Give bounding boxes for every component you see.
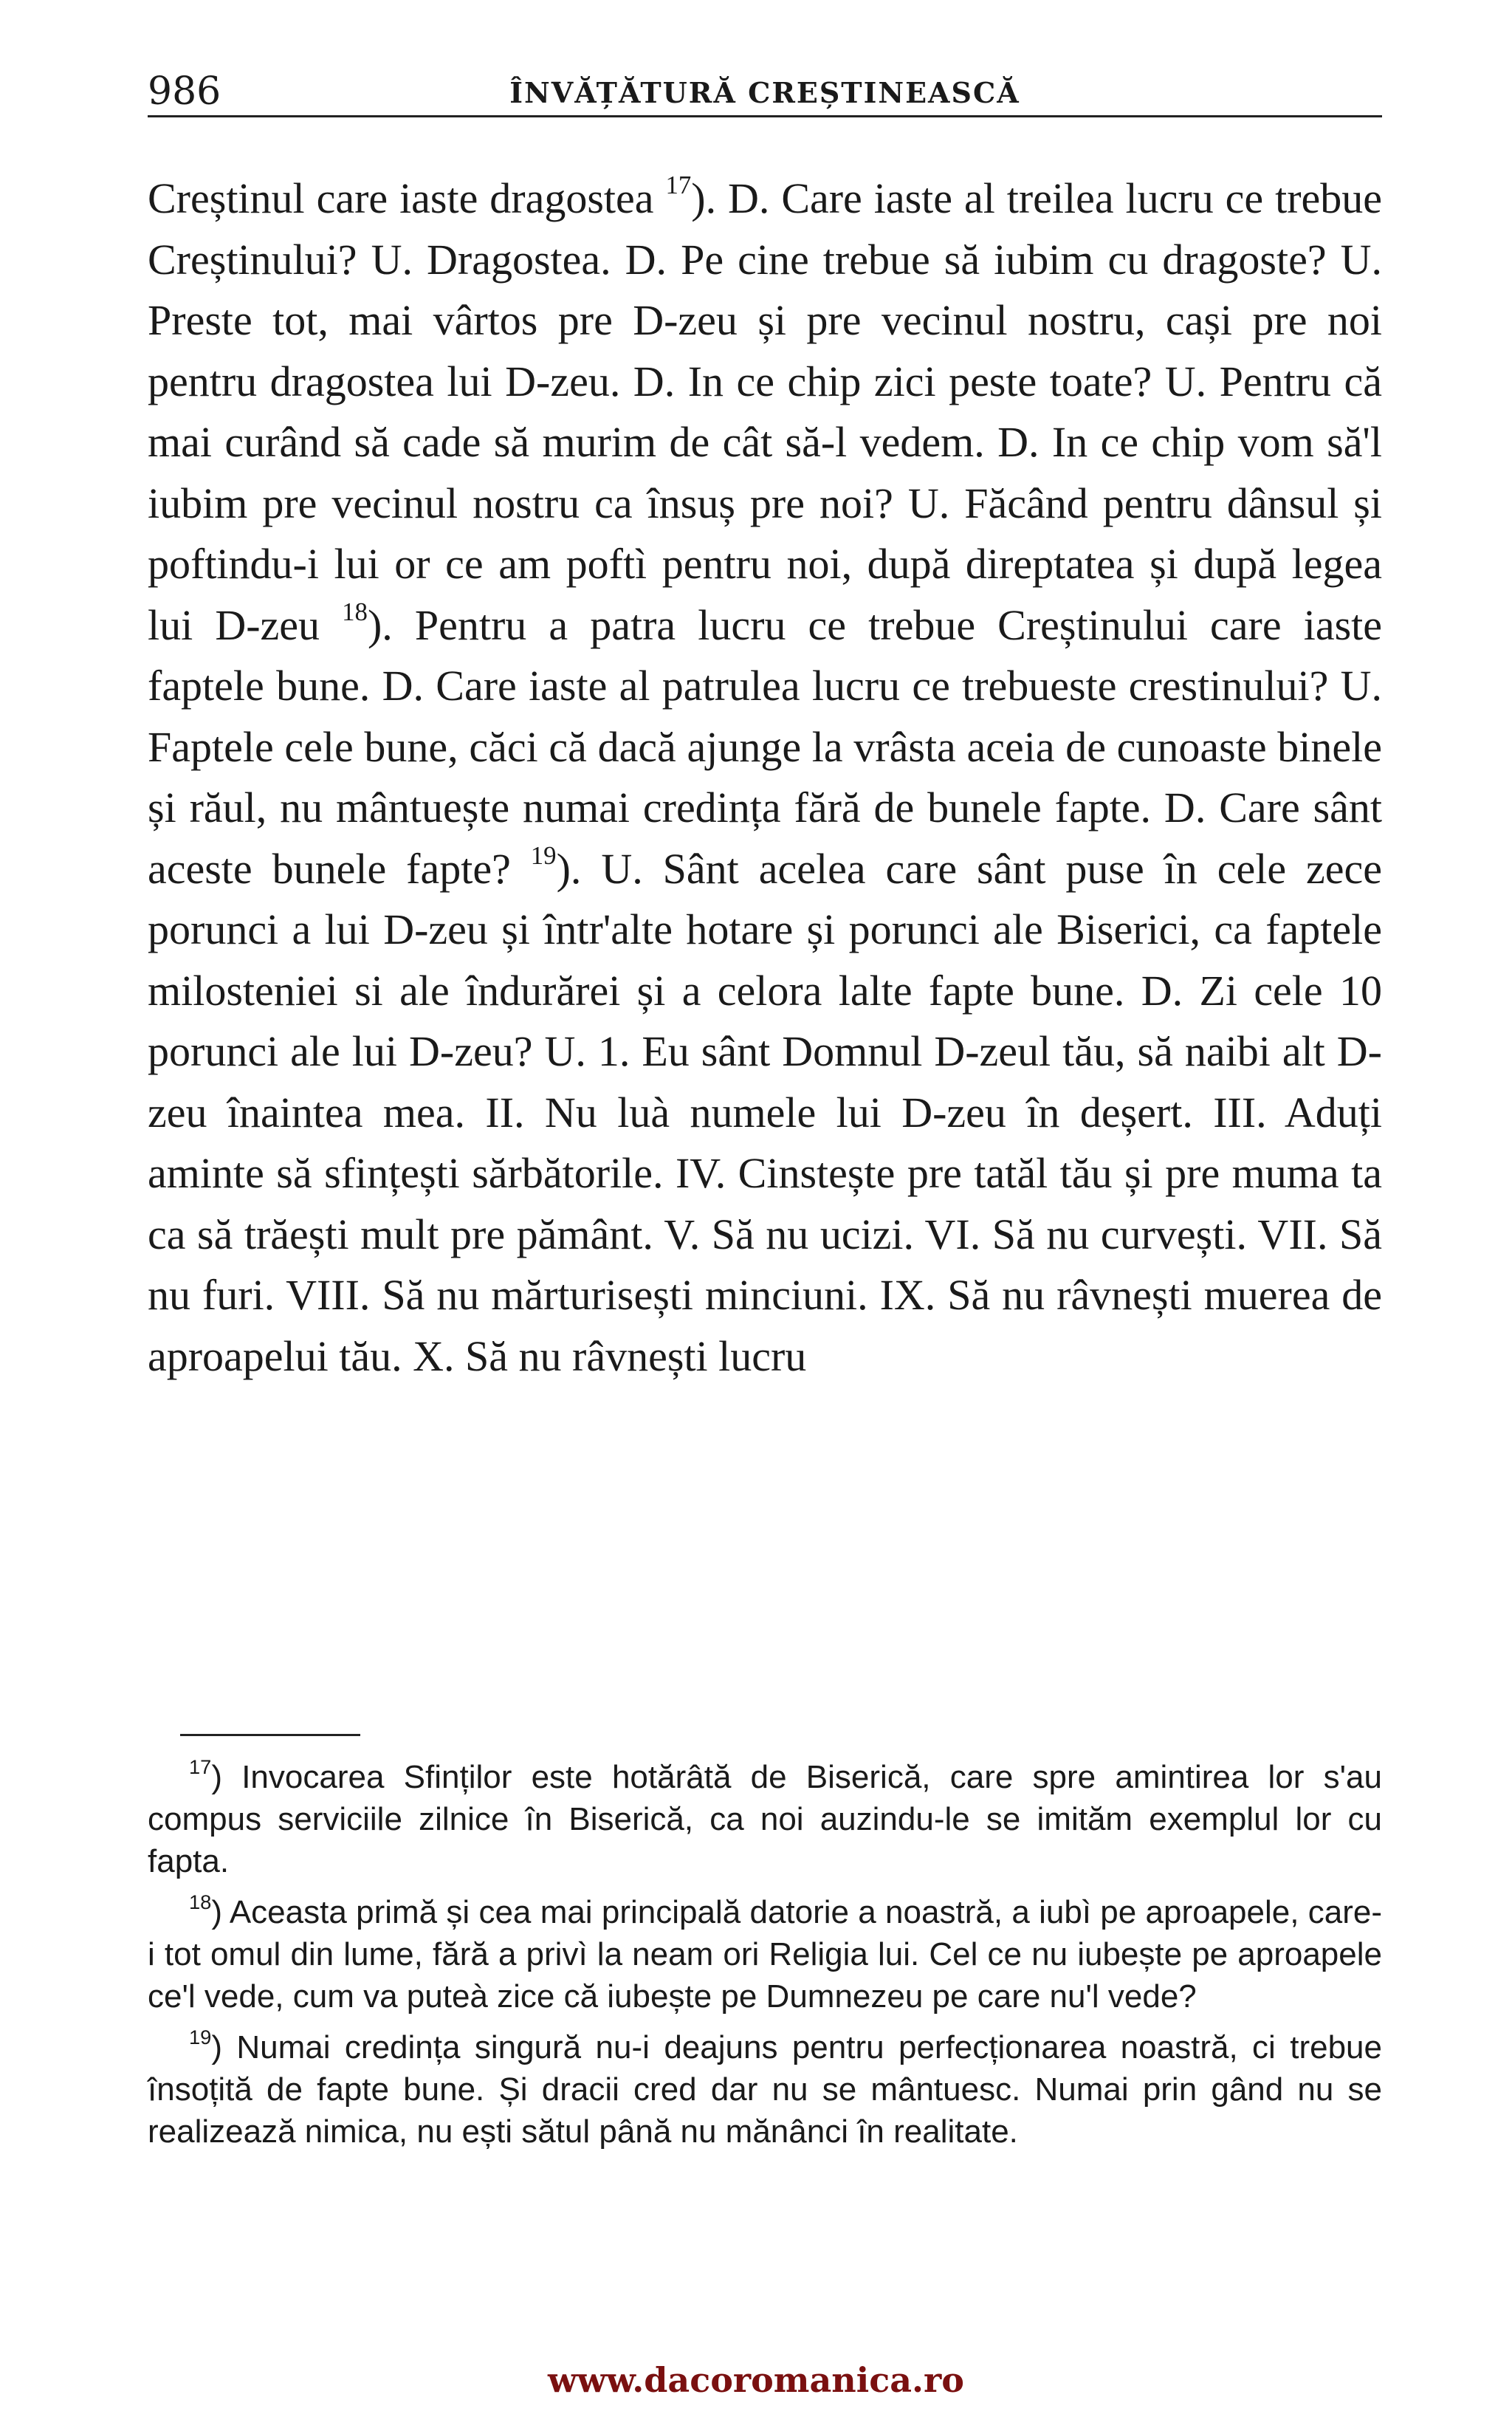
- footnote-separator: [180, 1734, 360, 1736]
- body-text-segment-1: Creștinul care iaste dragostea: [148, 174, 666, 222]
- running-title: ÎNVĂȚĂTURĂ CREȘTINEASCĂ: [509, 76, 1020, 109]
- footnotes: [148, 1756, 1382, 2161]
- footnote-text: ) Invocarea Sfinților este hotărâtă de Biserică, care spre amintirea lor s'au compus serviciile zilnice în Biserică, ca noi auzindu-le se imităm exemplul lor cu fapta.: [148, 1759, 1382, 1879]
- footnote-mark: 19: [189, 2025, 212, 2048]
- body-paragraph: [148, 168, 1382, 1387]
- footnote-mark: 17: [189, 1755, 212, 1778]
- body-text-segment-3: ). Pentru a patra lucru ce trebue Creștinului care iaste faptele bune. D. Care iaste al patrulea lucru ce trebueste crestinului? U. Faptele cele bune, căci că dacă ajunge la vrâsta aceia de cunoaste binele și răul, nu mântuește numai credința fără de bunele fapte. D. Care sânt aceste bunele fapte?: [148, 600, 1382, 893]
- footnote-mark: 18: [189, 1890, 212, 1913]
- footnote-18: [148, 1891, 1382, 2017]
- page-number: 986: [148, 69, 221, 114]
- body-text-segment-4: ). U. Sânt acelea care sânt puse în cele zece porunci a lui D-zeu și într'alte hotare și porunci ale Biserici, ca faptele milosteniei si ale îndurărei și a celora lalte fapte bune. D. Zi cele 10 porunci ale lui D-zeu? U. 1. Eu sânt Domnul D-zeul tău, să naibi alt D-zeu înaintea mea. II. Nu luà numele lui D-zeu în deșert. III. Aduți aminte să sfințești sărbătorile. IV. Cinstește pre tatăl tău și pre muma ta ca să trăești mult pre pământ. V. Să nu ucizi. VI. Să nu curvești. VII. Să nu furi. VIII. Să nu mărturisești minciuni. IX. Să nu râvnești muerea de aproapelui tău. X. Să nu râvnești lucru: [148, 844, 1382, 1380]
- body-text-segment-2: ). D. Care iaste al treilea lucru ce trebue Creștinului? U. Dragostea. D. Pe cine trebue să iubim cu dragoste? U. Preste tot, mai vârtos pre D-zeu și pre vecinul nostru, cași pre noi pentru dragostea lui D-zeu. D. In ce chip zici peste toate? U. Pentru că mai curând să cade să murim de cât să-l vedem. D. In ce chip vom să'l iubim pre vecinul nostru ca însuș pre noi? U. Făcând pentru dânsul și poftindu-i lui or ce am poftì pentru noi, după direptatea și după legea lui D-zeu: [148, 174, 1382, 649]
- footnote-17: [148, 1756, 1382, 1882]
- main-text: [148, 168, 1382, 1387]
- footnote-text: ) Aceasta primă și cea mai principală datorie a noastră, a iubì pe aproapele, care-i tot omul din lume, fără a privì la neam ori Religia lui. Cel ce nu iubește pe aproapele ce'l vede, cum va puteà zice că iubește pe Dumnezeu pe care nu'l vede?: [148, 1894, 1382, 2015]
- footnote-19: [148, 2026, 1382, 2153]
- footnote-ref-19: 19: [530, 840, 557, 870]
- watermark: www.dacoromanica.ro: [548, 2360, 964, 2400]
- page-header: [148, 68, 1382, 117]
- footnote-ref-17: 17: [665, 170, 692, 199]
- footnote-text: ) Numai credința singură nu-i deajuns pentru perfecționarea noastră, ci trebue însoțită de fapte bune. Și dracii cred dar nu se mântuesc. Numai prin gând nu se realizează nimica, nu ești sătul până nu mănânci în realitate.: [148, 2029, 1382, 2150]
- footnote-ref-18: 18: [342, 597, 368, 626]
